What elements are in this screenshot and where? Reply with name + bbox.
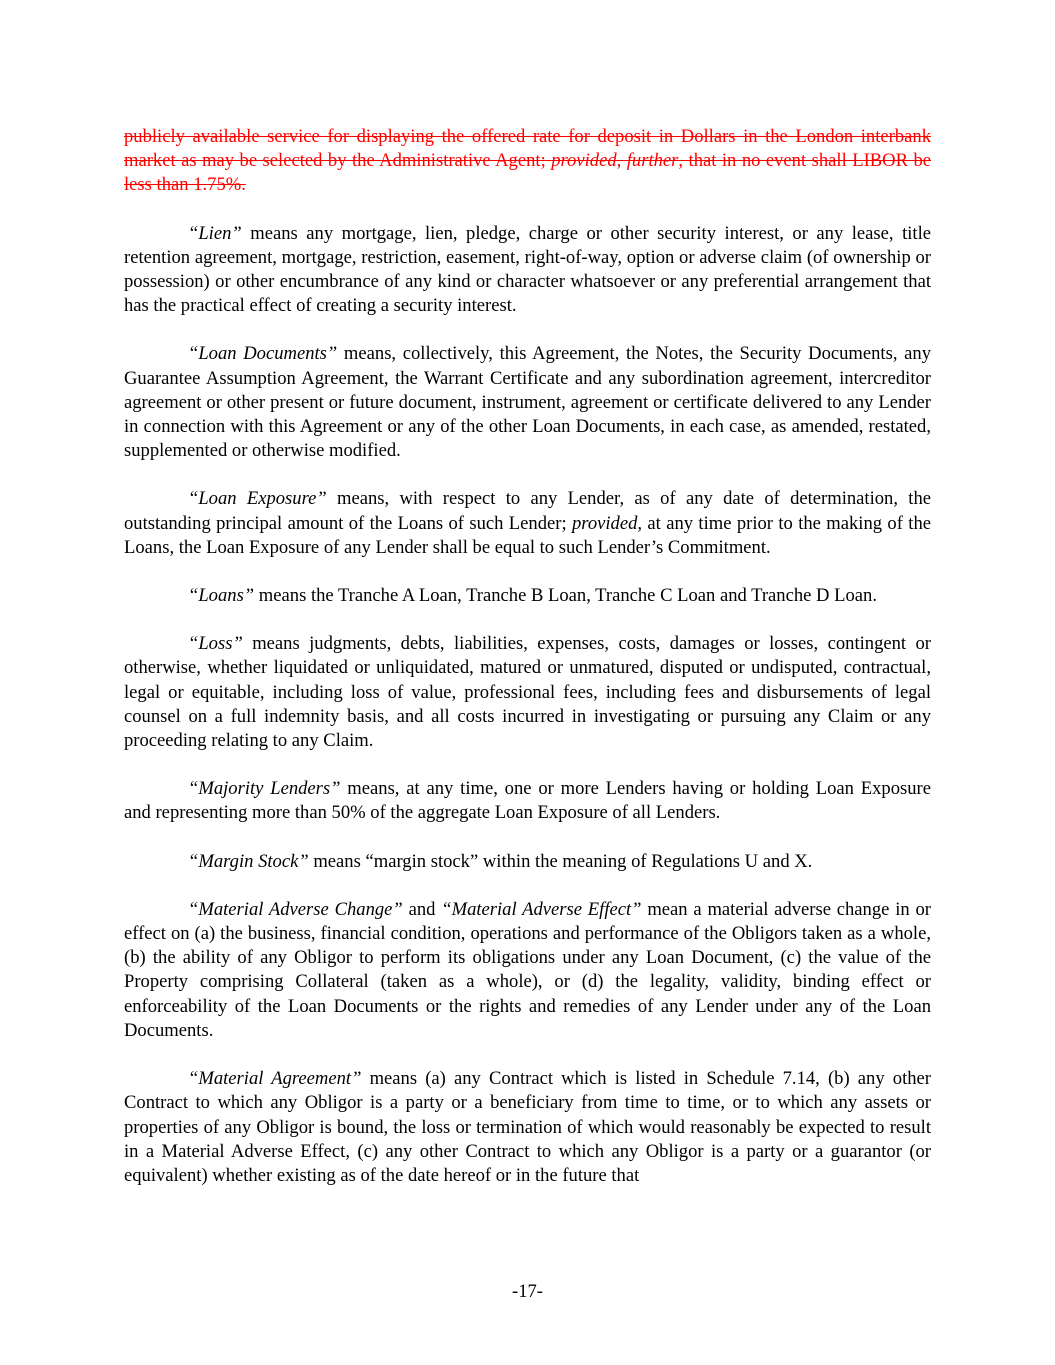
struck-text-2: , that in no event shall LIBOR be less than 1.75%. <box>124 150 932 196</box>
definition-text: mean a material adverse change in or effect on (a) the business, financial condition, operations and performance of the Obligors taken as a whole, (b) the ability of any Obligor to perform its obligations under any Loan Document, (c) the value of the Property comprising Collateral (taken as a whole), or (d) the legality, validity, binding effect or enforceability of the Loan Documents or the rights and remedies of any Lender under any of the Loan Documents. <box>124 898 931 1041</box>
page-number: -17- <box>512 1281 543 1302</box>
struck-italic-provided: provided <box>551 150 617 172</box>
struck-italic-further: further <box>626 150 679 172</box>
struck-separator: , <box>616 150 627 172</box>
term-loan-documents: “Loan Documents” <box>188 343 338 365</box>
term-lien: “Lien” <box>188 222 242 244</box>
term-material-adverse-change: “Material Adverse Change” <box>188 898 403 920</box>
definition-loan-exposure <box>124 487 931 560</box>
definition-loans <box>124 584 931 608</box>
definition-text: means judgments, debts, liabilities, expenses, costs, damages or losses, contingent or otherwise, whether liquidated or unliquidated, matured or unmatured, disputed or undisputed, contractual, legal or equitable, including loss of value, professional fees, including fees and disbursements of legal counsel on a full indemnity basis, and all costs incurred in investigating or pursuing any Claim or any proceeding relating to any Claim. <box>124 633 931 752</box>
definition-text: means “margin stock” within the meaning of Regulations U and X. <box>308 850 813 872</box>
document-page <box>124 125 931 1212</box>
definition-text: means any mortgage, lien, pledge, charge or other security interest, or any lease, title retention agreement, mortgage, restriction, easement, right-of-way, option or adverse claim (of ownership or possession) or other encumbrance of any kind or character whatsoever or any preferential arrangement that has the practical effect of creating a security interest. <box>124 222 931 317</box>
definition-text: means (a) any Contract which is listed in Schedule 7.14, (b) any other Contract to which any Obligor is a party or a beneficiary from time to time, or to which any assets or properties of any Obligor is bound, the loss or termination of which would reasonably be expected to result in a Material Adverse Effect, (c) any other Contract to which any Obligor is a party or a guarantor (or equivalent) whether existing as of the date hereof or in the future that <box>124 1068 931 1186</box>
definition-margin-stock <box>124 850 931 874</box>
definition-text-continued: at any time prior to the making of the Loans, the Loan Exposure of any Lender shall be equal to such Lender’s Commitment. <box>124 512 932 558</box>
definition-material-agreement <box>124 1067 931 1188</box>
struck-libor-paragraph <box>124 125 931 198</box>
definition-loss <box>124 632 931 753</box>
definition-text: means, with respect to any Lender, as of any date of determination, the outstanding principal amount of the Loans of such Lender; <box>124 488 931 534</box>
definition-majority-lenders <box>124 777 931 825</box>
definition-lien <box>124 222 931 319</box>
definition-material-adverse-change <box>124 898 931 1043</box>
term-margin-stock: “Margin Stock” <box>188 850 309 872</box>
definition-loan-documents <box>124 342 931 463</box>
term-loan-exposure: “Loan Exposure” <box>188 488 327 510</box>
term-loss: “Loss” <box>188 633 243 655</box>
definition-text: means, collectively, this Agreement, the Notes, the Security Documents, any Guarantee Assumption Agreement, the Warrant Certificate and any subordination agreement, intercreditor agreement or other present or future document, instrument, agreement or certificate delivered to any Lender in connection with this Agreement or any of the other Loan Documents, in each case, as amended, restated, supplemented or otherwise modified. <box>124 343 931 462</box>
term-majority-lenders: “Majority Lenders” <box>188 778 341 800</box>
term-material-agreement: “Material Agreement” <box>188 1068 362 1090</box>
struck-text-1: publicly available service for displaying the offered rate for deposit in Dollars in the London interbank market as may be selected by the Administrative Agent; <box>124 126 931 172</box>
term-loans: “Loans” <box>188 585 255 607</box>
italic-provided: provided, <box>572 512 643 534</box>
definition-text: means, at any time, one or more Lenders having or holding Loan Exposure and representing more than 50% of the aggregate Loan Exposure of all Lenders. <box>124 778 931 824</box>
term-material-adverse-effect: “Material Adverse Effect” <box>441 898 642 920</box>
definition-text: means the Tranche A Loan, Tranche B Loan, Tranche C Loan and Tranche D Loan. <box>254 585 877 607</box>
definition-conjunction: and <box>402 898 442 920</box>
